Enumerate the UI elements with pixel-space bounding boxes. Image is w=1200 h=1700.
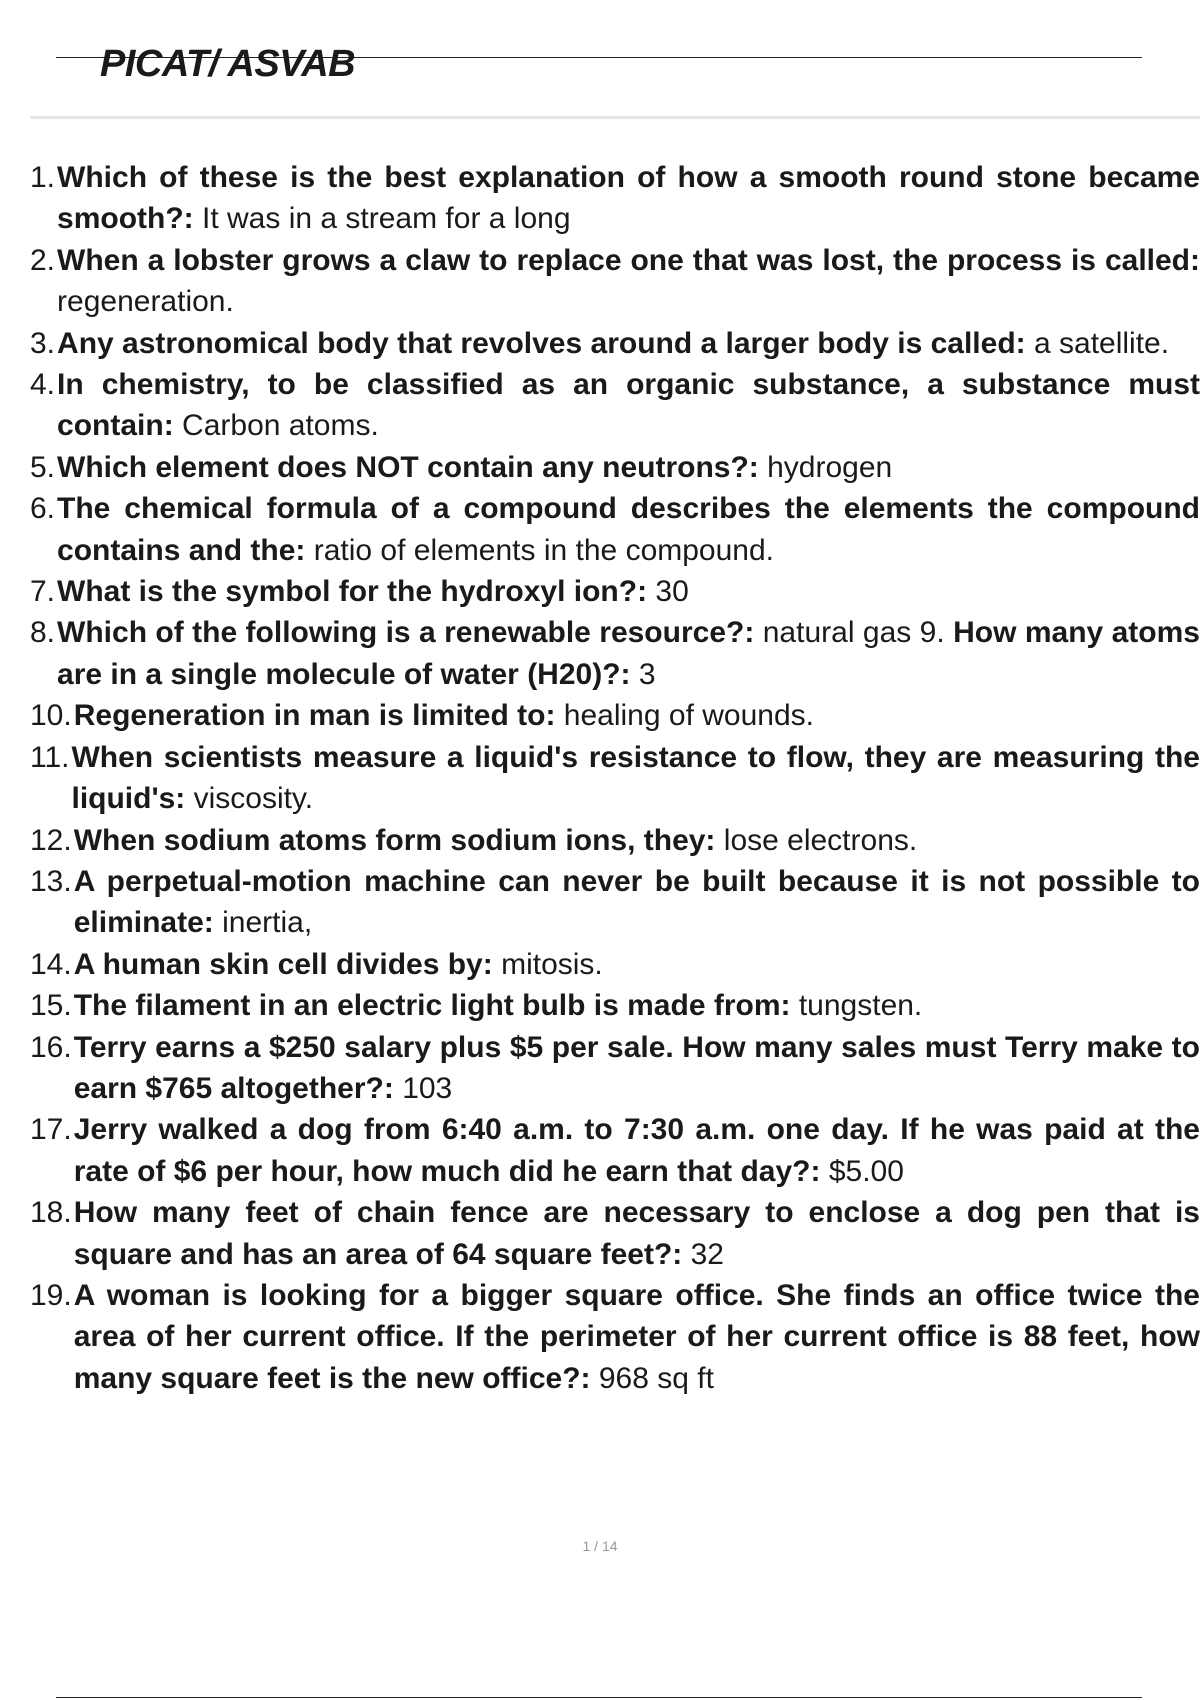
- question-text: Which of the following is a renewable resource?:: [57, 616, 755, 650]
- answer-text: 30: [655, 575, 689, 609]
- answer-text: lose electrons.: [723, 823, 918, 857]
- list-item: [30, 820, 1200, 861]
- question-text: The filament in an electric light bulb is made from:: [73, 989, 791, 1023]
- question-text: The chemical formula of a compound describes the elements the compound contains and the:: [57, 492, 1200, 567]
- answer-text: mitosis.: [501, 947, 603, 981]
- item-number: 2.: [30, 243, 56, 277]
- list-item: [30, 447, 1200, 488]
- question-text: How many feet of chain fence are necessary to enclose a dog pen that is square and has an area of 64 square feet?:: [73, 1196, 1200, 1271]
- item-number: 8.: [30, 616, 56, 650]
- answer-text: inertia,: [222, 906, 313, 940]
- item-text: [74, 1192, 1200, 1275]
- item-text: [74, 944, 1200, 985]
- question-text: In chemistry, to be classified as an organic substance, a substance must contain:: [57, 368, 1200, 443]
- question-text: Jerry walked a dog from 6:40 a.m. to 7:30 a.m. one day. If he was paid at the rate of $6 per hour, how much did he earn that day?:: [73, 1113, 1200, 1188]
- item-text: [57, 157, 1200, 240]
- question-text: When sodium atoms form sodium ions, they:: [73, 823, 716, 857]
- item-number: 19.: [30, 1278, 72, 1312]
- question-text: When a lobster grows a claw to replace one that was lost, the process is called:: [57, 243, 1200, 277]
- list-item: [30, 737, 1200, 820]
- document-title: PICAT/ ASVAB: [100, 43, 356, 85]
- question-text-continued: How many atoms are in a single molecule of water (H20)?:: [57, 616, 1200, 691]
- answer-text: 32: [690, 1237, 724, 1271]
- question-text: Regeneration in man is limited to:: [73, 699, 556, 733]
- question-text: Which element does NOT contain any neutrons?:: [57, 450, 759, 484]
- answer-text: tungsten.: [798, 989, 923, 1023]
- item-text: [57, 447, 1200, 488]
- item-number: 13.: [30, 864, 72, 898]
- question-list: [30, 157, 1200, 1399]
- list-item: [30, 364, 1200, 447]
- list-item: [30, 612, 1200, 695]
- item-text: [74, 861, 1200, 944]
- item-number: 4.: [30, 368, 56, 402]
- item-number: 17.: [30, 1113, 72, 1147]
- item-number: 18.: [30, 1196, 72, 1230]
- answer-text: ratio of elements in the compound.: [313, 533, 775, 567]
- page-number: 1 / 14: [582, 1538, 618, 1554]
- question-text: When scientists measure a liquid's resistance to flow, they are measuring the liquid's:: [71, 740, 1200, 816]
- list-item: [30, 861, 1200, 944]
- list-item: [30, 1192, 1200, 1275]
- answer-text: It was in a stream for a long: [202, 202, 571, 236]
- item-text: [74, 820, 1200, 861]
- list-item: [30, 1275, 1200, 1399]
- item-text: [74, 985, 1200, 1026]
- list-item: [30, 944, 1200, 985]
- item-number: 5.: [30, 450, 56, 484]
- answer-text: viscosity.: [193, 782, 314, 816]
- item-text: [57, 571, 1200, 612]
- item-number: 14.: [30, 947, 72, 981]
- answer-text: natural gas 9.: [762, 616, 945, 650]
- header-divider: [30, 116, 1200, 119]
- answer-text: Carbon atoms.: [182, 409, 379, 443]
- item-number: 3.: [30, 326, 56, 360]
- list-item: [30, 1027, 1200, 1110]
- item-text: [57, 323, 1200, 364]
- question-text: What is the symbol for the hydroxyl ion?:: [57, 575, 648, 609]
- item-number: 15.: [30, 989, 72, 1023]
- answer-text: regeneration.: [57, 285, 234, 319]
- item-number: 6.: [30, 492, 56, 526]
- question-text: Any astronomical body that revolves around a larger body is called:: [57, 326, 1026, 360]
- list-item: [30, 695, 1200, 736]
- question-text: A human skin cell divides by:: [73, 947, 493, 981]
- list-item: [30, 240, 1200, 323]
- question-text: A perpetual-motion machine can never be built because it is not possible to eliminate:: [73, 864, 1200, 940]
- answer-text: 968 sq ft: [598, 1361, 714, 1395]
- item-number: 11.: [30, 740, 70, 774]
- item-text: [74, 1275, 1200, 1399]
- answer-text: hydrogen: [767, 450, 893, 484]
- item-text: [57, 364, 1200, 447]
- footer-rule: [56, 1697, 1142, 1698]
- item-number: 10.: [30, 699, 72, 733]
- answer-text: a satellite.: [1033, 326, 1170, 360]
- list-item: [30, 323, 1200, 364]
- list-item: [30, 157, 1200, 240]
- item-text: [57, 612, 1200, 695]
- item-number: 16.: [30, 1030, 72, 1064]
- question-text: Which of these is the best explanation of how a smooth round stone became smooth?:: [57, 161, 1200, 236]
- item-number: 1.: [30, 161, 56, 194]
- item-text: [57, 488, 1200, 571]
- answer-text-continued: 3: [638, 657, 656, 691]
- list-item: [30, 1109, 1200, 1192]
- item-number: 7.: [30, 575, 56, 609]
- item-text: [71, 737, 1200, 820]
- item-text: [74, 1109, 1200, 1192]
- item-text: [74, 695, 1200, 736]
- list-item: [30, 571, 1200, 612]
- item-text: [74, 1027, 1200, 1110]
- answer-text: healing of wounds.: [563, 699, 814, 733]
- item-text: [57, 240, 1200, 323]
- list-item: [30, 488, 1200, 571]
- item-number: 12.: [30, 823, 72, 857]
- answer-text: $5.00: [828, 1154, 904, 1188]
- question-text: Terry earns a $250 salary plus $5 per sale. How many sales must Terry make to earn $765 altogether?:: [73, 1030, 1200, 1105]
- question-text: A woman is looking for a bigger square office. She finds an office twice the area of her current office. If the perimeter of her current office is 88 feet, how many square feet is the new office?:: [73, 1278, 1200, 1395]
- list-item: [30, 985, 1200, 1026]
- answer-text: 103: [402, 1071, 453, 1105]
